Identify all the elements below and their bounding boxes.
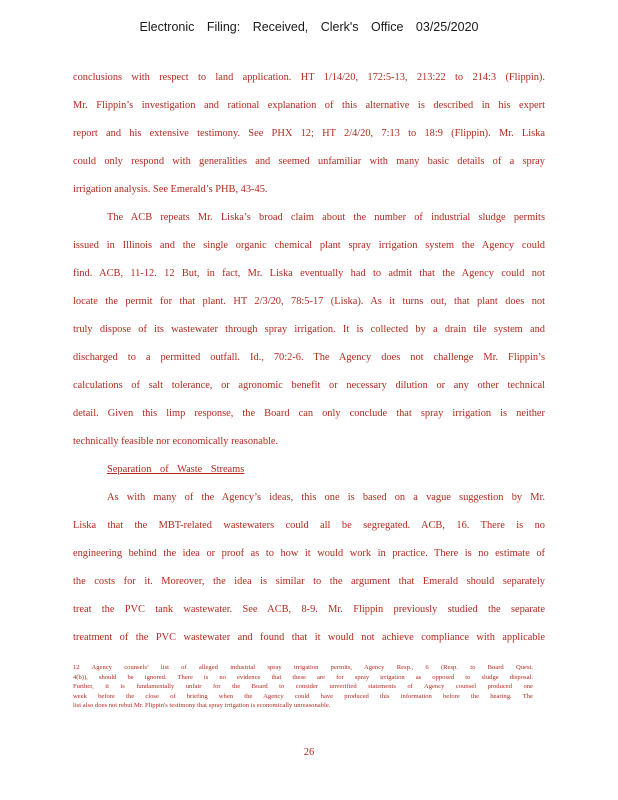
body-line: locate the permit for that plant. HT 2/3/20, 78:5-17 (Liska). As it turns out, that plant does not [73, 296, 545, 307]
body-line: treatment of the PVC wastewater and found that it would not achieve compliance with applicable [73, 632, 545, 643]
body-text [73, 64, 545, 652]
body-line: could only respond with generalities and seemed unfamiliar with many basic details of a spray [73, 156, 545, 167]
body-line: truly dispose of its wastewater through spray irrigation. It is collected by a drain tile system and [73, 324, 545, 335]
body-line: Mr. Flippin’s investigation and rational explanation of this alternative is described in his expert [73, 100, 545, 111]
body-line: discharged to a permitted outfall. Id., 70:2-6. The Agency does not challenge Mr. Flippin’s [73, 352, 545, 363]
body-line: report and his extensive testimony. See PHX 12; HT 2/4/20, 7:13 to 18:9 (Flippin). Mr. Liska [73, 128, 545, 139]
page-number: 26 [303, 747, 315, 758]
footnote-line: 4(b)), should be ignored. There is no evidence that these are for spray irrigation as opposed to sludge disposal. [73, 673, 533, 681]
footnote-line: Further, it is fundamentally unfair for the Board to consider unverified statements of Agency counsel produced one [73, 683, 533, 690]
body-line: issued in Illinois and the single organic chemical plant spray irrigation system the Agency could [73, 240, 545, 251]
body-line: The ACB repeats Mr. Liska’s broad claim about the number of industrial sludge permits [107, 212, 545, 223]
body-line: treat the PVC tank wastewater. See ACB, 8-9. Mr. Flippin previously studied the separate [73, 604, 545, 615]
body-line: As with many of the Agency’s ideas, this one is based on a vague suggestion by Mr. [107, 492, 545, 503]
section-heading [73, 456, 545, 484]
filing-stamp-header: Electronic Filing: Received, Clerk's Office 03/25/2020 [139, 20, 479, 34]
footnote-line: week before the close of briefing when the Agency could have produced this information before the hearing. The [73, 692, 533, 700]
body-line: irrigation analysis. See Emerald’s PHB, 43-45. [73, 184, 268, 195]
body-line: the costs for it. Moreover, the idea is similar to the argument that Emerald should separately [73, 576, 545, 587]
body-line: conclusions with respect to land application. HT 1/14/20, 172:5-13, 213:22 to 214:3 (Flippin). [73, 72, 545, 83]
section-heading-text: Separation of Waste Streams [107, 464, 245, 475]
body-line: calculations of salt tolerance, or agronomic benefit or necessary dilution or any other technical [73, 380, 545, 391]
body-line: detail. Given this limp response, the Board can only conclude that spray irrigation is neither [73, 408, 545, 419]
body-line: Liska that the MBT-related wastewaters could all be segregated. ACB, 16. There is no [73, 520, 545, 531]
body-line: find. ACB, 11-12. 12 But, in fact, Mr. Liska eventually had to admit that the Agency could not [73, 268, 545, 279]
footnote-line: list also does not rebut Mr. Flippin's testimony that spray irrigation is economically unreasonable. [73, 702, 331, 709]
footnote [73, 663, 533, 711]
body-line: engineering behind the idea or proof as to how it would work in practice. There is no estimate of [73, 548, 545, 559]
footnote-line: 12 Agency counsels’ list of alleged industrial spray irrigation permits, Agency Resp., 6 (Resp. to Board Quest. [73, 664, 533, 671]
body-line: technically feasible nor economically reasonable. [73, 436, 279, 447]
